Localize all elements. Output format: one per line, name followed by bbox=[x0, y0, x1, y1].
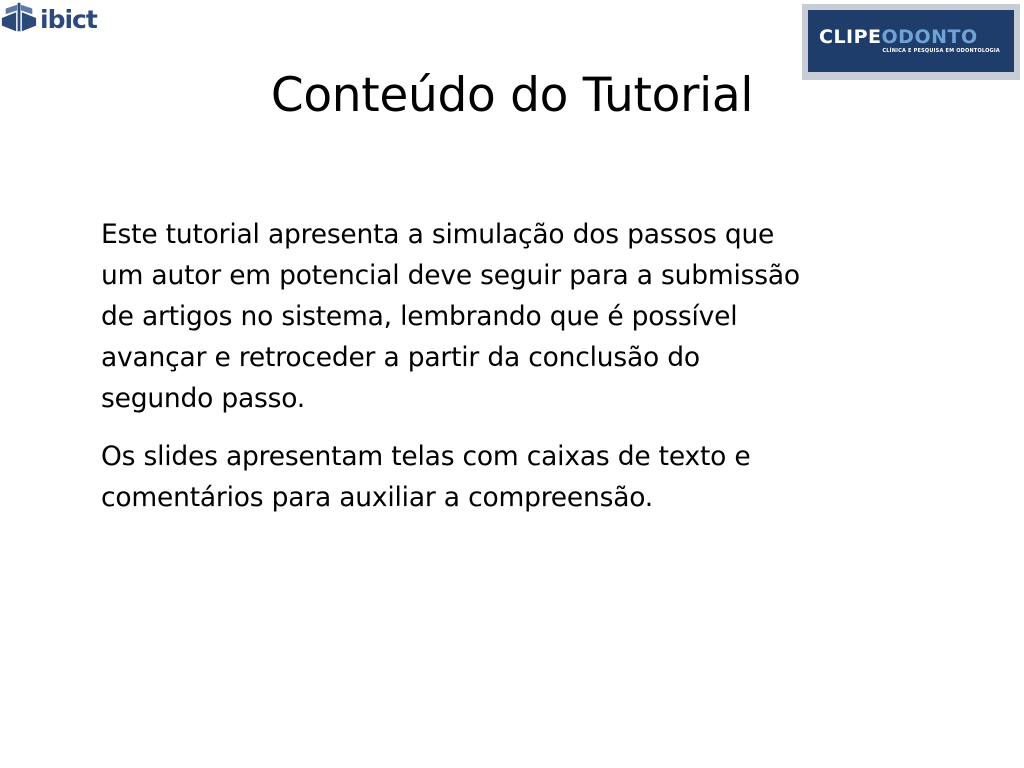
body-paragraph-slides: Os slides apresentam telas com caixas de texto e comentários para auxiliar a compreensão. bbox=[101, 441, 751, 513]
clipeodonto-wordmark-odonto: ODONTO bbox=[881, 26, 978, 48]
ibict-logo-text: ibict bbox=[40, 4, 97, 34]
ibict-book-icon bbox=[0, 0, 38, 41]
clipeodonto-wordmark-clipe: CLIPE bbox=[819, 26, 882, 48]
clipeodonto-logo-panel bbox=[808, 10, 1014, 72]
slide-title: Conteúdo do Tutorial bbox=[270, 68, 754, 123]
clipeodonto-tagline: CLÍNICA E PESQUISA EM ODONTOLOGIA bbox=[882, 48, 1000, 54]
slide-body bbox=[101, 214, 941, 518]
body-paragraph-intro: Este tutorial apresenta a simulação dos passos que um autor em potencial deve seguir para a submissão de artigos no sistema, lembrando que é possível avançar e retroceder a partir da conclusão do segundo passo. bbox=[101, 219, 800, 414]
ibict-logo bbox=[0, 0, 104, 40]
clipeodonto-wordmark bbox=[819, 28, 1014, 47]
